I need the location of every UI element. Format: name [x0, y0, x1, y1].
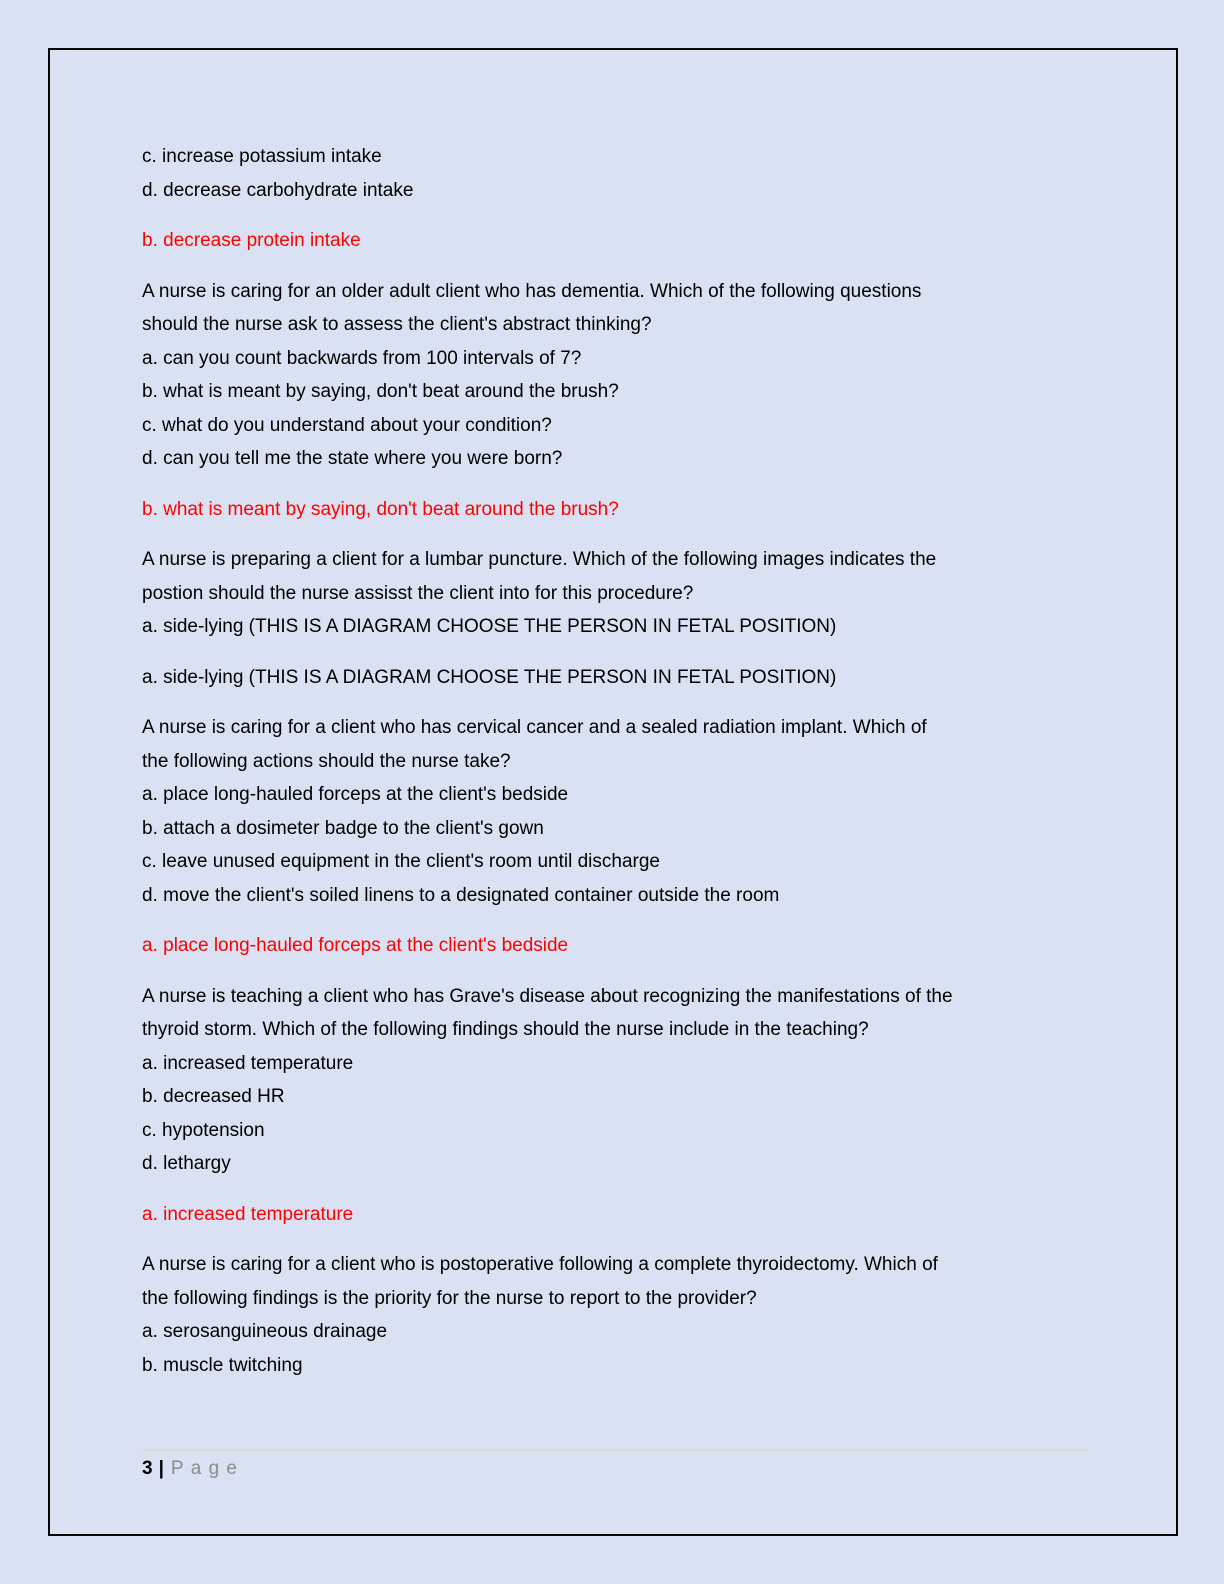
text-line: c. leave unused equipment in the client's room until discharge — [142, 851, 660, 872]
text-line: a. increased temperature — [142, 1052, 354, 1074]
text-line: should the nurse ask to assess the client's abstract thinking? — [142, 314, 652, 335]
text-line: the following actions should the nurse take? — [142, 750, 511, 772]
text-line: A nurse is caring for a client who is postoperative following a complete thyroidectomy. Which of — [142, 1254, 938, 1275]
text-line: a. place long-hauled forceps at the client's bedside — [142, 935, 569, 956]
text-line: a. place long-hauled forceps at the client's bedside — [142, 784, 569, 805]
paragraph — [142, 543, 1102, 644]
answer-text — [142, 929, 1102, 963]
text-line: b. what is meant by saying, don't beat around the brush? — [142, 498, 619, 520]
text-line: b. muscle twitching — [142, 1354, 303, 1376]
footer-divider — [142, 1449, 1086, 1451]
text-line: a. side-lying (THIS IS A DIAGRAM CHOOSE THE PERSON IN FETAL POSITION) — [142, 666, 837, 688]
text-line: d. can you tell me the state where you were born? — [142, 448, 563, 469]
text-line: A nurse is caring for an older adult client who has dementia. Which of the following questions — [142, 280, 922, 302]
answer-text — [142, 493, 1102, 527]
text-line: d. lethargy — [142, 1153, 231, 1174]
text-line: b. decrease protein intake — [142, 230, 361, 251]
document-content — [142, 140, 1102, 1382]
text-line: d. move the client's soiled linens to a designated container outside the room — [142, 884, 780, 906]
paragraph — [142, 980, 1102, 1181]
text-line: thyroid storm. Which of the following findings should the nurse include in the teaching? — [142, 1019, 869, 1040]
paragraph — [142, 140, 1102, 207]
text-line: the following findings is the priority for the nurse to report to the provider? — [142, 1287, 757, 1309]
text-line: A nurse is preparing a client for a lumbar puncture. Which of the following images indicates the — [142, 549, 937, 570]
footer-page-label: Page — [170, 1458, 245, 1479]
text-line: postion should the nurse assisst the client into for this procedure? — [142, 582, 694, 604]
text-line: a. can you count backwards from 100 intervals of 7? — [142, 347, 582, 369]
footer-separator: | — [158, 1458, 164, 1479]
answer-text — [142, 1198, 1102, 1232]
text-line: d. decrease carbohydrate intake — [142, 179, 414, 201]
answer-text — [142, 224, 1102, 258]
text-line: b. attach a dosimeter badge to the client's gown — [142, 817, 544, 839]
paragraph — [142, 711, 1102, 912]
page-footer — [142, 1452, 244, 1485]
text-line: b. what is meant by saying, don't beat around the brush? — [142, 381, 619, 402]
text-line: c. what do you understand about your condition? — [142, 414, 552, 436]
text-line: a. serosanguineous drainage — [142, 1321, 388, 1342]
text-line: A nurse is teaching a client who has Grave's disease about recognizing the manifestations of the — [142, 985, 953, 1007]
text-line: a. side-lying (THIS IS A DIAGRAM CHOOSE THE PERSON IN FETAL POSITION) — [142, 616, 837, 637]
text-line: c. hypotension — [142, 1119, 265, 1141]
text-line: c. increase potassium intake — [142, 146, 382, 167]
page-number: 3 — [142, 1458, 153, 1479]
paragraph — [142, 275, 1102, 476]
text-line: b. decreased HR — [142, 1086, 285, 1107]
text-line: a. increased temperature — [142, 1203, 354, 1225]
text-line: A nurse is caring for a client who has cervical cancer and a sealed radiation implant. Which of — [142, 717, 927, 738]
paragraph — [142, 1248, 1102, 1382]
paragraph — [142, 661, 1102, 695]
